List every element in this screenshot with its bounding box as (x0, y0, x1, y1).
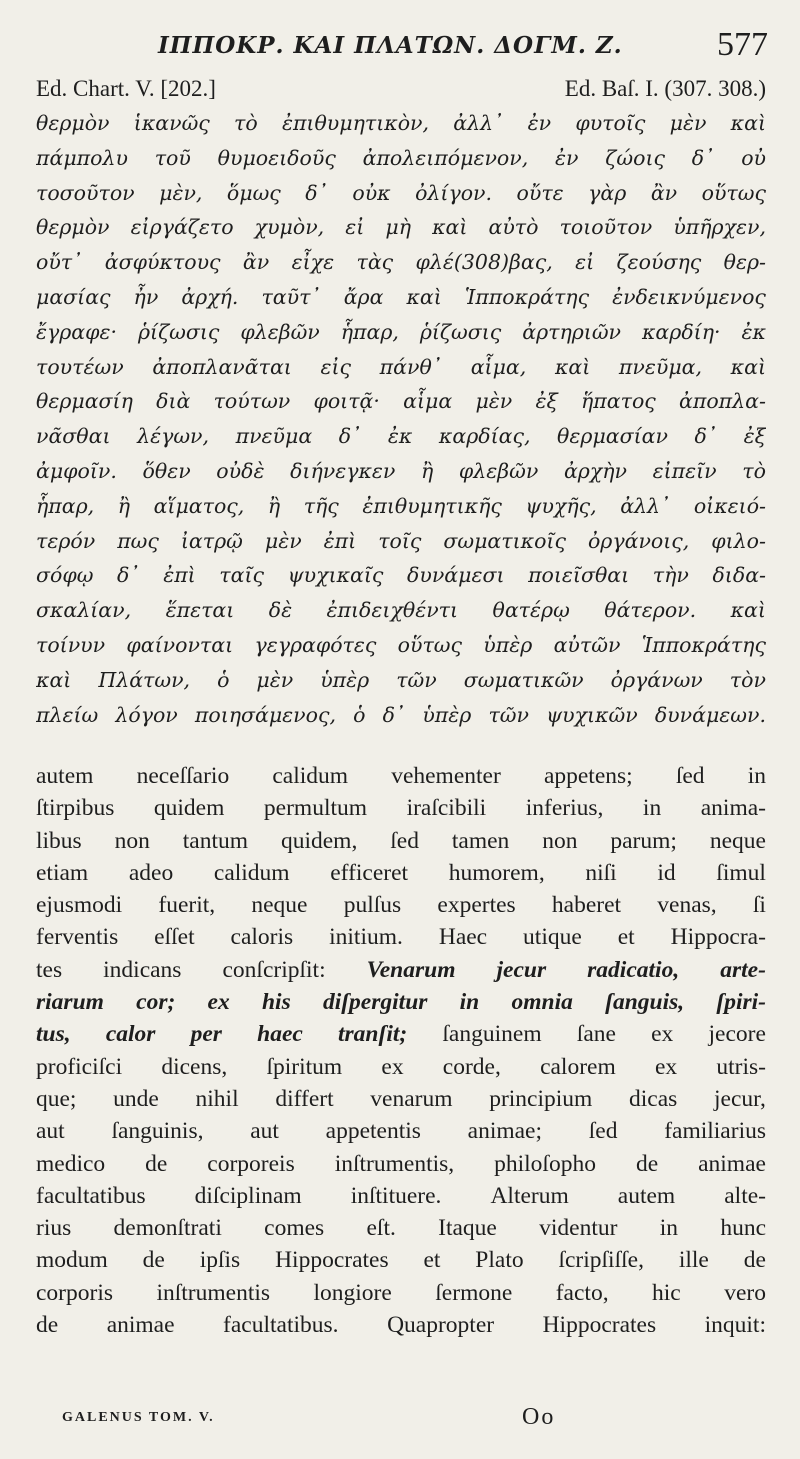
latin-text-line: autem neceſſario calidum vehementer appetens; ſed in (36, 763, 766, 789)
greek-text-line: οὔτ᾽ ἀσφύκτους ἂν εἶχε τὰς φλέ(308)βας, εἰ ζεούσης θερ- (36, 250, 766, 275)
edition-reference-line (36, 76, 766, 104)
latin-text-line: tus, calor per haec tranſit; ſanguinem ſane ex jecore (36, 1021, 766, 1048)
latin-text-line: tes indicans conſcripſit: Venarum jecur radicatio, arte- (36, 956, 766, 983)
greek-text-line: ἔγραφε· ῥίζωσις φλεβῶν ἧπαρ, ῥίζωσις ἀρτηριῶν καρδίη· ἐκ (36, 319, 766, 344)
latin-text-line: corporis inſtrumentis longiore ſermone facto, hic vero (36, 1279, 766, 1306)
greek-text-line: μασίας ἦν ἀρχή. ταῦτ᾽ ἄρα καὶ Ἱπποκράτης ἐνδεικνύμενος (36, 284, 766, 309)
latin-text-line: modum de ipſis Hippocrates et Plato ſcripſiſſe, ille de (36, 1247, 766, 1274)
greek-text-line: τερόν πως ἰατρῷ μὲν ἐπὶ τοῖς σωματικοῖς ὀργάνοις, φιλο- (36, 528, 766, 553)
latin-text-line: aut ſanguinis, aut appetentis animae; ſed familiarius (36, 1118, 766, 1145)
signature-mark: Oo (522, 1404, 556, 1430)
greek-text-line: θερμὸν εἰργάζετο χυμὸν, εἰ μὴ καὶ αὐτὸ τοιοῦτον ὑπῆρχεν, (36, 215, 766, 240)
page-footer (0, 1404, 800, 1434)
latin-text-line: riarum cor; ex his diſpergitur in omnia ſanguis, ſpiri- (36, 989, 766, 1016)
latin-text-line: etiam adeo calidum efficeret humorem, niſi id ſimul (36, 859, 766, 886)
edition-reference-chartier: Ed. Chart. V. [202.] (36, 76, 216, 101)
greek-text-line: σκαλίαν, ἕπεται δὲ ἐπιδειχθέντι θατέρῳ θάτερον. καὶ (36, 598, 766, 623)
latin-text-line: ejusmodi fuerit, neque pulſus expertes haberet venas, ſi (36, 892, 766, 919)
latin-text-line: facultatibus diſciplinam inſtituere. Alterum autem alte- (36, 1182, 766, 1209)
greek-text-line: καὶ Πλάτων, ὁ μὲν ὑπὲρ τῶν σωματικῶν ὀργάνων τὸν (36, 667, 766, 692)
edition-reference-basel: Ed. Baſ. I. (307. 308.) (564, 76, 766, 101)
latin-text-line: de animae facultatibus. Quapropter Hippocrates inquit: (36, 1312, 766, 1339)
greek-text-line: πλείω λόγον ποιησάμενος, ὁ δ᾽ ὑπὲρ τῶν ψυχικῶν δυνάμεων. (36, 702, 766, 727)
greek-text-line: ἀμφοῖν. ὅθεν οὐδὲ διήνεγκεν ἢ φλεβῶν ἀρχὴν εἰπεῖν τὸ (36, 458, 766, 483)
running-head: ΙΠΠΟΚΡ. ΚΑΙ ΠΛΑΤΩΝ. ΔΟΓΜ. Ζ. (158, 32, 623, 59)
greek-text-line: τουτέων ἀποπλανᾶται εἰς πάνθ᾽ αἷμα, καὶ πνεῦμα, καὶ (36, 354, 766, 379)
greek-text-line: ἧπαρ, ἢ αἵματος, ἢ τῆς ἐπιθυμητικῆς ψυχῆς, ἀλλ᾽ οἰκειό- (36, 493, 766, 518)
greek-text-line: θερμὸν ἱκανῶς τὸ ἐπιθυμητικὸν, ἀλλ᾽ ἐν φυτοῖς μὲν καὶ (36, 111, 766, 135)
latin-text-line: proficiſci dicens, ſpiritum ex corde, calorem ex utris- (36, 1053, 766, 1080)
latin-text-block (36, 760, 766, 1341)
greek-text-line: τοσοῦτον μὲν, ὅμως δ᾽ οὐκ ὀλίγον. οὔτε γὰρ ἂν οὕτως (36, 180, 766, 205)
page-number: 577 (717, 26, 768, 63)
greek-text-block (36, 106, 766, 732)
greek-text-line: πάμπολυ τοῦ θυμοειδοῦς ἀπολειπόμενον, ἐν ζώοις δ᾽ οὐ (36, 145, 766, 170)
latin-text-line: ſtirpibus quidem permultum iraſcibili inferius, in anima- (36, 795, 766, 822)
signature-line: GALENUS TOM. V. (62, 1410, 215, 1425)
greek-text-line: τοίνυν φαίνονται γεγραφότες οὕτως ὑπὲρ αὐτῶν Ἱπποκράτης (36, 632, 766, 657)
latin-text-line: libus non tantum quidem, ſed tamen non parum; neque (36, 827, 766, 854)
latin-text-line: ferventis eſſet caloris initium. Haec utique et Hippocra- (36, 924, 766, 951)
greek-text-line: νᾶσθαι λέγων, πνεῦμα δ᾽ ἐκ καρδίας, θερμασίαν δ᾽ ἐξ (36, 424, 766, 449)
latin-text-line: rius demonſtrati comes eſt. Itaque videntur in hunc (36, 1215, 766, 1242)
latin-text-line: medico de corporeis inſtrumentis, philoſopho de animae (36, 1150, 766, 1177)
page-header (0, 26, 800, 66)
greek-text-line: σόφῳ δ᾽ ἐπὶ ταῖς ψυχικαῖς δυνάμεσι ποιεῖσθαι τὴν διδα- (36, 563, 766, 588)
greek-text-line: θερμασίη διὰ τούτων φοιτᾷ· αἷμα μὲν ἐξ ἥπατος ἀποπλα- (36, 389, 766, 414)
latin-text-line: que; unde nihil differt venarum principium dicas jecur, (36, 1085, 766, 1112)
